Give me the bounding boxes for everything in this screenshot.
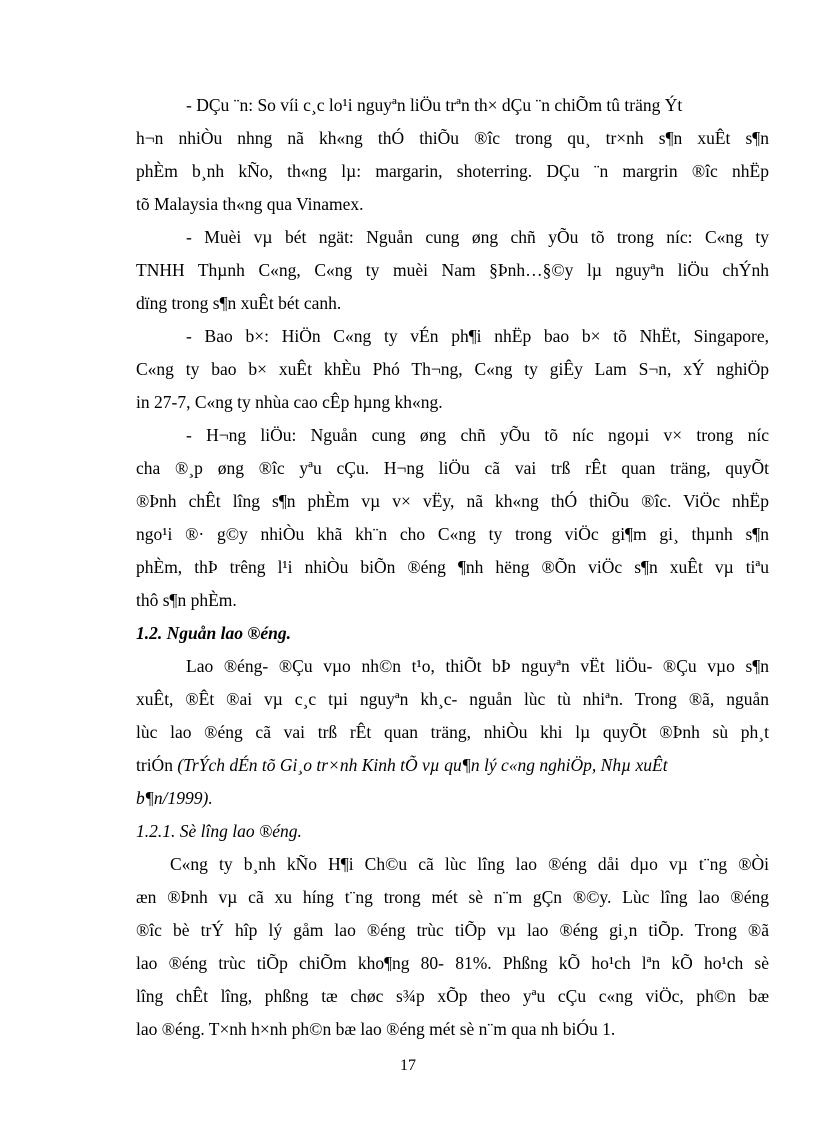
text-line: æn ®Þnh vµ cã xu híng t¨ng trong mét sè n¨m gÇn ®©y. Lùc lîng lao ®éng [136, 887, 769, 907]
page-number: 17 [400, 1057, 416, 1074]
text-line: Lao ®éng- ®Çu vµo nh©n t¹o, thiÕt bÞ nguyªn vËt liÖu- ®Çu vµo s¶n [186, 656, 769, 676]
text-line: - H¬ng liÖu: Nguån cung øng chñ yÕu tõ níc ngoµi v× trong níc [186, 425, 769, 445]
text-line: phÈm, thÞ trêng l¹i nhiÒu biÕn ®éng ¶nh hëng ®Õn viÖc s¶n xuÊt vµ tiªu [136, 557, 769, 577]
text-line: xuÊt, ®Êt ®ai vµ c¸c tµi nguyªn kh¸c- nguån lùc tù nhiªn. Trong ®ã, nguån [136, 689, 769, 709]
text-line: lao ®éng. T×nh h×nh ph©n bæ lao ®éng mét sè n¨m qua nh biÓu 1. [136, 1019, 616, 1039]
text-line: lùc lao ®éng cã vai trß rÊt quan träng, nhiÒu khi lµ quyÕt ®Þnh sù ph¸t [136, 722, 769, 742]
text-line: C«ng ty b¸nh kÑo H¶i Ch©u cã lùc lîng lao ®éng dåi dµo vµ t¨ng ®Òi [170, 854, 769, 874]
text-line: ®îc bè trÝ hîp lý gåm lao ®éng trùc tiÕp vµ lao ®éng gi¸n tiÕp. Trong ®ã [136, 920, 769, 940]
text-line: - DÇu ¨n: So víi c¸c lo¹i nguyªn liÖu trªn th× dÇu ¨n chiÕm tû träng Ýt [186, 95, 683, 115]
text-line: lao ®éng trùc tiÕp chiÕm kho¶ng 80- 81%. Phßng kÕ ho¹ch lªn kÕ ho¹ch sè [136, 953, 769, 973]
citation-text: b¶n/1999). [136, 788, 213, 808]
text-line: in 27-7, C«ng ty nhùa cao cÊp hµng kh«ng. [136, 392, 443, 412]
text-line: ®Þnh chÊt lîng s¶n phÈm vµ v× vËy, nã kh«ng thÓ thiÕu ®îc. ViÖc nhËp [136, 491, 769, 511]
text-line: lîng chÊt lîng, phßng tæ chøc s¾p xÕp theo yªu cÇu c«ng viÖc, ph©n bæ [136, 986, 769, 1006]
text-line: cha ®¸p øng ®îc yªu cÇu. H¬ng liÖu cã vai trß rÊt quan träng, quyÕt [136, 458, 769, 478]
text-line: C«ng ty bao b× xuÊt khÈu Phó Th¬ng, C«ng ty giÊy Lam S¬n, xÝ nghiÖp [136, 359, 769, 379]
text-line: - Bao b×: HiÖn C«ng ty vÉn ph¶i nhËp bao b× tõ NhËt, Singapore, [186, 326, 769, 346]
text-line: phÈm b¸nh kÑo, th«ng lµ: margarin, shoterring. DÇu ¨n margrin ®îc nhËp [136, 161, 769, 181]
text-line-start: triÓn [136, 755, 178, 775]
subsection-heading: 1.2.1. Sè lîng lao ®éng. [136, 821, 302, 841]
text-line: tõ Malaysia th«ng qua Vinamex. [136, 194, 364, 214]
citation-text: (TrÝch dÉn tõ Gi¸o tr×nh Kinh tÕ vµ qu¶n lý c«ng nghiÖp, Nhµ xuÊt [177, 755, 668, 775]
text-line: TNHH Thµnh C«ng, C«ng ty muèi Nam §Þnh…§©y lµ nguyªn liÖu chÝnh [136, 260, 769, 280]
text-line: - Muèi vµ bét ngät: Nguån cung øng chñ yÕu tõ trong níc: C«ng ty [186, 227, 769, 247]
text-line: dïng trong s¶n xuÊt bét canh. [136, 293, 342, 313]
section-heading: 1.2. Nguån lao ®éng. [136, 623, 292, 643]
text-line: h¬n nhiÒu nhng nã kh«ng thÓ thiÕu ®îc trong qu¸ tr×nh s¶n xuÊt s¶n [136, 128, 769, 148]
text-line: ngo¹i ®· g©y nhiÒu khã kh¨n cho C«ng ty trong viÖc gi¶m gi¸ thµnh s¶n [136, 524, 769, 544]
text-line [136, 754, 769, 776]
text-line: thô s¶n phÈm. [136, 590, 237, 610]
